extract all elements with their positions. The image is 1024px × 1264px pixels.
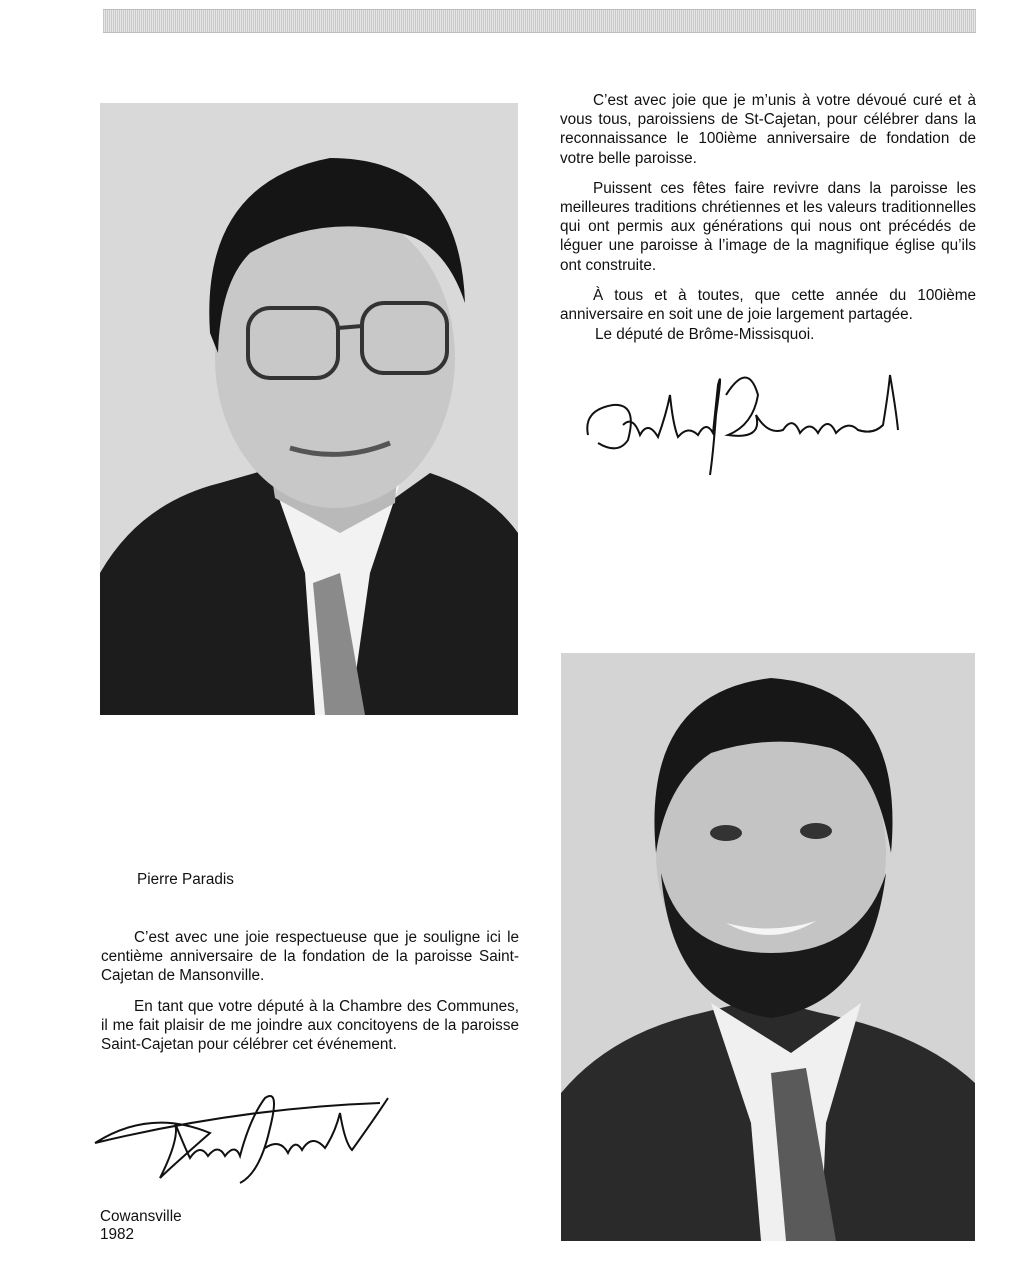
letter-right-body [560, 91, 976, 335]
header-band [103, 9, 976, 33]
letter-left-paragraph: En tant que votre député à la Chambre des Communes, il me fait plaisir de me joindre aux concitoyens de la paroisse Saint-Cajetan pour célébrer cet événement. [101, 997, 519, 1054]
place-name: Cowansville [100, 1208, 182, 1225]
signature-right [578, 355, 918, 485]
letter-left-name: Pierre Paradis [137, 871, 234, 888]
letter-left-place-date [100, 1208, 182, 1244]
letter-right-signoff: Le député de Brôme-Missisquoi. [595, 326, 815, 343]
portrait-photo-bottom [561, 653, 975, 1241]
letter-right-paragraph: À tous et à toutes, que cette année du 100ième anniversaire en soit une de joie largement partagée. [560, 286, 976, 324]
letter-left-body [101, 928, 519, 1065]
letter-right-paragraph: Puissent ces fêtes faire revivre dans la paroisse les meilleures traditions chrétiennes et les valeurs traditionnelles qui ont permis aux générations qui nous ont précédés de léguer une paroisse à l’image de la magnifique église qu’ils ont construite. [560, 179, 976, 274]
letter-left-paragraph: C’est avec une joie respectueuse que je souligne ici le centième anniversaire de la fondation de la paroisse Saint-Cajetan de Mansonville. [101, 929, 519, 985]
portrait-photo-top [100, 103, 518, 715]
year: 1982 [100, 1226, 135, 1243]
signature-left [90, 1088, 390, 1188]
letter-right-paragraph: C’est avec joie que je m’unis à votre dévoué curé et à vous tous, paroissiens de St-Cajetan, pour célébrer dans la reconnaissance le 100ième anniversaire de fondation de votre belle paroisse. [560, 92, 976, 167]
